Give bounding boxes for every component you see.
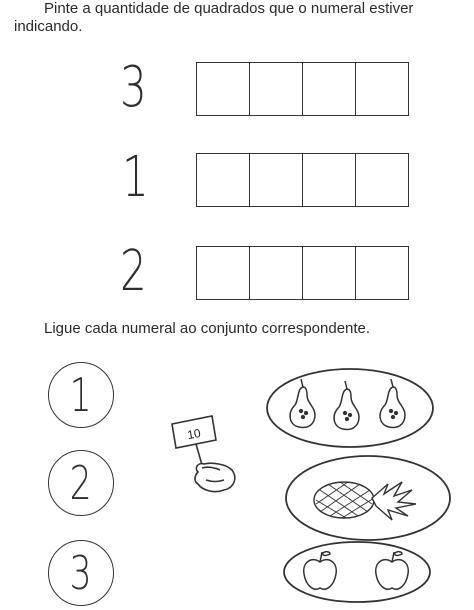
- paint-square[interactable]: [356, 63, 408, 115]
- circled-numeral-one[interactable]: [48, 362, 114, 428]
- box-row-two: [196, 246, 409, 300]
- paint-square[interactable]: [356, 154, 408, 206]
- paint-square[interactable]: [303, 247, 356, 299]
- paint-square[interactable]: [197, 154, 250, 206]
- circled-numeral-label: 1: [70, 368, 92, 422]
- box-row-three: [196, 62, 409, 116]
- paint-square[interactable]: [303, 154, 356, 206]
- circled-numeral-two[interactable]: [48, 450, 114, 516]
- row-numeral-two: 2: [120, 239, 147, 304]
- set-pears[interactable]: [265, 367, 435, 449]
- row-numeral-one: 1: [122, 145, 149, 210]
- sign-label: 10: [186, 425, 202, 443]
- circled-numeral-label: 2: [70, 456, 92, 510]
- set-apples[interactable]: [282, 540, 432, 604]
- circled-numeral-label: 3: [70, 546, 92, 600]
- instruction-paint-squares: Pinte a quantidade de quadrados que o numeral estiver indicando.: [14, 0, 414, 35]
- paint-square[interactable]: [356, 247, 408, 299]
- hand-sign-illustration: [168, 410, 248, 500]
- paint-square[interactable]: [250, 154, 303, 206]
- paint-square[interactable]: [197, 63, 250, 115]
- paint-square[interactable]: [250, 63, 303, 115]
- paint-square[interactable]: [250, 247, 303, 299]
- box-row-one: [196, 153, 409, 207]
- set-pineapple[interactable]: [284, 454, 452, 542]
- paint-square[interactable]: [197, 247, 250, 299]
- circled-numeral-three[interactable]: [48, 540, 114, 606]
- paint-square[interactable]: [303, 63, 356, 115]
- instruction-connect-sets: Ligue cada numeral ao conjunto correspondente.: [44, 320, 371, 337]
- row-numeral-three: 3: [120, 55, 147, 120]
